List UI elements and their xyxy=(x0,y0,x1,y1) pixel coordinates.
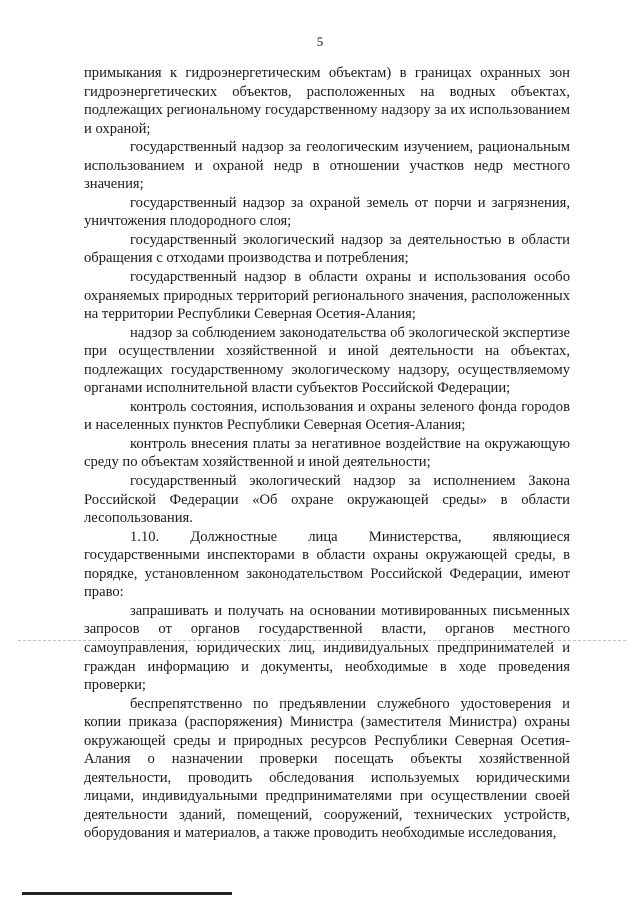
paragraph-ecological-expertise: надзор за соблюдением законодательства об экологической экспертизе при осуществлении хозяйственной и иной деятельности на объектах, подлежащих государственному экологическому надзору, осуществляемому органами исполнительной власти субъектов Российской Федерации; xyxy=(84,324,570,397)
paragraph-section-1-10: 1.10. Должностные лица Министерства, являющиеся государственными инспекторами в области охраны окружающей среды, в порядке, установленном законодательством Российской Федерации, имеют право: xyxy=(84,528,570,601)
paragraph-forest-use: государственный экологический надзор за исполнением Закона Российской Федерации «Об охране окружающей среды» в области лесопользования. xyxy=(84,473,570,527)
paragraph-geological-supervision: государственный надзор за геологическим изучением, рациональным использованием и охраной недр в отношении участков недр местного значения; xyxy=(84,139,570,193)
paragraph-protected-territories: государственный надзор в области охраны и использования особо охраняемых природных территорий регионального значения, расположенных на территории Республики Северная Осетия-Алания; xyxy=(84,269,570,323)
footer-rule xyxy=(22,892,232,895)
scan-artifact-line xyxy=(18,640,626,641)
paragraph-continuation: примыкания к гидроэнергетическим объектам) в границах охранных зон гидроэнергетических объектов, расположенных на водных объектах, подлежащих региональному государственному надзору за их использованием и охраной; xyxy=(84,65,570,137)
paragraph-impact-fee: контроль внесения платы за негативное воздействие на окружающую среду по объектам хозяйственной и иной деятельности; xyxy=(84,435,570,471)
paragraph-green-fund: контроль состояния, использования и охраны зеленого фонда городов и населенных пунктов Республики Северная Осетия-Алания; xyxy=(84,398,570,434)
paragraph-land-protection: государственный надзор за охраной земель от порчи и загрязнения, уничтожения плодородного слоя; xyxy=(84,194,570,230)
paragraph-site-access: беспрепятственно по предъявлении служебного удостоверения и копии приказа (распоряжения) Министра (заместителя Министра) охраны окружающей среды и природных ресурсов Республики Северная Осетия-Алания о назначении проверки посещать объекты хозяйственной деятельности, проводить обследования используемых юридическими лицами, индивидуальными предпринимателями при осуществлении своей деятельности зданий, помещений, сооружений, технических устройств, оборудования и материалов, а также проводить необходимые исследования, xyxy=(84,695,570,842)
paragraph-request-info: запрашивать и получать на основании мотивированных письменных запросов от органов государственной власти, органов местного самоуправления, юридических лиц, индивидуальных предпринимателей и граждан информацию и документы, необходимые в ходе проведения проверки; xyxy=(84,602,570,694)
document-body xyxy=(84,64,570,843)
paragraph-waste-supervision: государственный экологический надзор за деятельностью в области обращения с отходами производства и потребления; xyxy=(84,231,570,267)
page-number: 5 xyxy=(316,34,324,49)
